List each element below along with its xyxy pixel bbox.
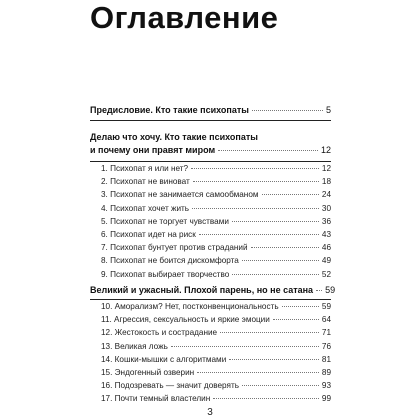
toc-entry[interactable] bbox=[101, 354, 331, 367]
dot-leader bbox=[218, 150, 318, 151]
chapter-page: 52 bbox=[321, 269, 331, 279]
dot-leader bbox=[197, 372, 319, 373]
chapter-page: 24 bbox=[321, 190, 331, 200]
part2-heading-text: Великий и ужасный. Плохой парень, но не сатана bbox=[90, 285, 314, 295]
chapter-label: 7. Психопат бунтует против страданий bbox=[101, 243, 248, 253]
dot-leader bbox=[316, 290, 322, 291]
toc-entry[interactable] bbox=[101, 189, 331, 202]
chapter-label: 17. Почти темный властелин bbox=[101, 394, 211, 404]
part2-page: 59 bbox=[325, 285, 336, 295]
chapter-page: 30 bbox=[321, 203, 331, 213]
chapter-page: 36 bbox=[321, 216, 331, 226]
chapter-label: 6. Психопат идет на риск bbox=[101, 229, 196, 239]
chapter-label: 8. Психопат не боится дискомфорта bbox=[101, 256, 239, 266]
chapter-label: 13. Великая ложь bbox=[101, 341, 168, 351]
toc-entry[interactable] bbox=[101, 255, 331, 268]
dot-leader bbox=[232, 221, 319, 222]
chapter-page: 18 bbox=[321, 177, 331, 187]
chapter-label: 10. Аморализм? Нет, постконвенциональность bbox=[101, 302, 279, 311]
toc-entry[interactable] bbox=[101, 163, 331, 176]
dot-leader bbox=[262, 194, 319, 195]
chapter-page: 93 bbox=[321, 381, 331, 391]
dot-leader bbox=[273, 319, 319, 320]
dot-leader bbox=[220, 332, 319, 333]
toc-entry[interactable] bbox=[101, 380, 331, 393]
toc-entry[interactable] bbox=[101, 327, 331, 340]
part1-chapter-list bbox=[101, 163, 331, 282]
dot-leader bbox=[191, 168, 319, 169]
chapter-page: 43 bbox=[321, 229, 331, 239]
toc-entry[interactable] bbox=[101, 367, 331, 380]
dot-leader bbox=[199, 234, 319, 235]
part2-chapter-list bbox=[101, 301, 331, 407]
dot-leader bbox=[252, 110, 323, 111]
chapter-page: 81 bbox=[321, 354, 331, 364]
divider-line bbox=[90, 120, 331, 121]
divider-line bbox=[90, 161, 331, 162]
dot-leader bbox=[193, 181, 319, 182]
chapter-page: 64 bbox=[321, 315, 331, 325]
toc-entry[interactable] bbox=[101, 269, 331, 282]
dot-leader bbox=[192, 208, 319, 209]
page-number: 3 bbox=[207, 407, 213, 418]
toc-entry[interactable] bbox=[101, 229, 331, 242]
chapter-page: 71 bbox=[321, 328, 331, 338]
chapter-label: 9. Психопат выбирает творчество bbox=[101, 269, 230, 279]
chapter-page: 49 bbox=[321, 256, 331, 266]
part1-page: 12 bbox=[320, 144, 331, 155]
part1-heading-line1: Делаю что хочу. Кто такие психопаты bbox=[90, 132, 258, 142]
chapter-label: 16. Подозревать — значит доверять bbox=[101, 381, 239, 391]
toc-entry[interactable] bbox=[101, 203, 331, 216]
preface-label: Предисловие. Кто такие психопаты bbox=[90, 105, 249, 115]
dot-leader bbox=[282, 306, 319, 307]
chapter-label: 12. Жестокость и сострадание bbox=[101, 328, 218, 338]
dot-leader bbox=[213, 398, 319, 399]
toc-entry[interactable] bbox=[101, 393, 331, 406]
page-title: Оглавление bbox=[90, 0, 279, 35]
divider-line bbox=[90, 299, 331, 300]
chapter-label: 2. Психопат не виноват bbox=[101, 177, 190, 187]
chapter-page: 12 bbox=[321, 164, 331, 173]
preface-page: 5 bbox=[325, 105, 331, 115]
chapter-page: 89 bbox=[321, 367, 331, 377]
chapter-label: 11. Агрессия, сексуальность и яркие эмоции bbox=[101, 315, 270, 325]
dot-leader bbox=[242, 385, 319, 386]
dot-leader bbox=[229, 359, 319, 360]
chapter-page: 46 bbox=[321, 243, 331, 253]
chapter-label: 14. Кошки-мышки с алгоритмами bbox=[101, 354, 227, 364]
dot-leader bbox=[232, 274, 319, 275]
dot-leader bbox=[251, 247, 319, 248]
part2-heading[interactable] bbox=[90, 285, 336, 298]
chapter-label: 3. Психопат не занимается самообманом bbox=[101, 190, 259, 200]
part1-heading-line2: и почему они правят миром bbox=[90, 144, 216, 155]
toc-entry[interactable] bbox=[101, 176, 331, 189]
chapter-page: 59 bbox=[321, 302, 331, 311]
toc-entry[interactable] bbox=[101, 242, 331, 255]
toc-entry[interactable] bbox=[101, 314, 331, 327]
dot-leader bbox=[171, 346, 319, 347]
chapter-page: 76 bbox=[321, 341, 331, 351]
part1-heading[interactable] bbox=[90, 132, 331, 157]
chapter-label: 4. Психопат хочет жить bbox=[101, 203, 190, 213]
chapter-page: 99 bbox=[321, 394, 331, 404]
toc-entry[interactable] bbox=[101, 216, 331, 229]
chapter-label: 5. Психопат не торгует чувствами bbox=[101, 216, 229, 226]
chapter-label: 1. Психопат я или нет? bbox=[101, 164, 189, 173]
preface-entry[interactable] bbox=[90, 105, 331, 118]
toc-entry[interactable] bbox=[101, 341, 331, 354]
dot-leader bbox=[242, 260, 319, 261]
chapter-label: 15. Эндогенный озверин bbox=[101, 367, 195, 377]
toc-entry[interactable] bbox=[101, 301, 331, 314]
